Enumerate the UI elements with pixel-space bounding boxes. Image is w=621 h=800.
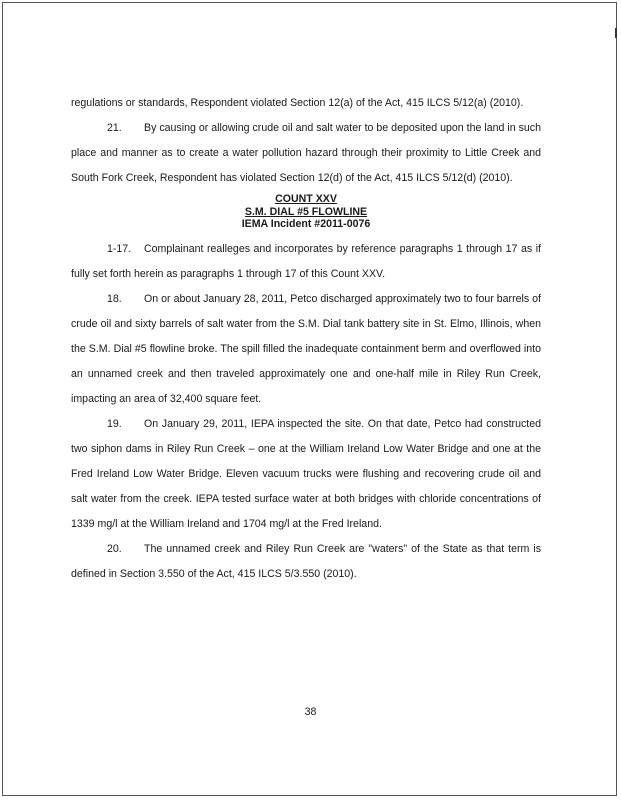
paragraph-1-17 (71, 237, 541, 287)
paragraph-18 (71, 287, 541, 412)
count-title: COUNT XXV (275, 193, 337, 205)
paragraph-number: 20. (107, 542, 122, 555)
page-number: 38 (304, 706, 317, 718)
count-heading (71, 193, 541, 231)
paragraph-text: On January 29, 2011, IEPA inspected the site. On that date, Petco had constructed two siphon dams in Riley Run Creek – one at the William Ireland Low Water Bridge and one at the Fred Ireland Low Water Bridge. Eleven vacuum trucks were flushing and recovering crude oil and salt water from the creek. IEPA tested surface water at both bridges with chloride concentrations of 1339 mg/l at the William Ireland and 1704 mg/l at the Fred Ireland. (71, 417, 541, 530)
paragraph-continuation (71, 91, 541, 116)
paragraph-number: 21. (107, 122, 122, 134)
paragraph-number: 18. (107, 292, 122, 305)
paragraph-text: On or about January 28, 2011, Petco discharged approximately two to four barrels of crude oil and sixty barrels of salt water from the S.M. Dial tank battery site in St. Elmo, Illinois, when the S.M. Dial #5 flowline broke. The spill filled the inadequate containment berm and overflowed into an unnamed creek and then traveled approximately one and one-half mile in Riley Run Creek, impacting an area of 32,400 square feet. (71, 292, 541, 405)
paragraph-20 (71, 537, 541, 587)
paragraph-number: 19. (107, 417, 122, 430)
paragraph-text: The unnamed creek and Riley Run Creek are "waters" of the State as that term is defined in Section 3.550 of the Act, 415 ILCS 5/3.550 (2010). (71, 542, 541, 580)
paragraph-number: 1-17. (107, 242, 132, 255)
document-body (71, 91, 541, 587)
paragraph-21 (71, 116, 541, 191)
paragraph-text: By causing or allowing crude oil and salt water to be deposited upon the land in such place and manner as to create a water pollution hazard through their proximity to Little Creek and South Fork Creek, Respondent has violated Section 12(d) of the Act, 415 ILCS 5/12(d) (2010). (71, 122, 541, 184)
scan-edge-mark (615, 28, 617, 38)
count-subtitle: S.M. DIAL #5 FLOWLINE (244, 205, 368, 218)
paragraph-text: Complainant realleges and incorporates by reference paragraphs 1 through 17 as if fully set forth herein as paragraphs 1 through 17 of this Count XXV. (71, 242, 541, 280)
incident-number: IEMA Incident #2011-0076 (241, 218, 371, 230)
paragraph-19 (71, 412, 541, 537)
paragraph-text: regulations or standards, Respondent violated Section 12(a) of the Act, 415 ILCS 5/12(a) (2010). (71, 97, 524, 109)
